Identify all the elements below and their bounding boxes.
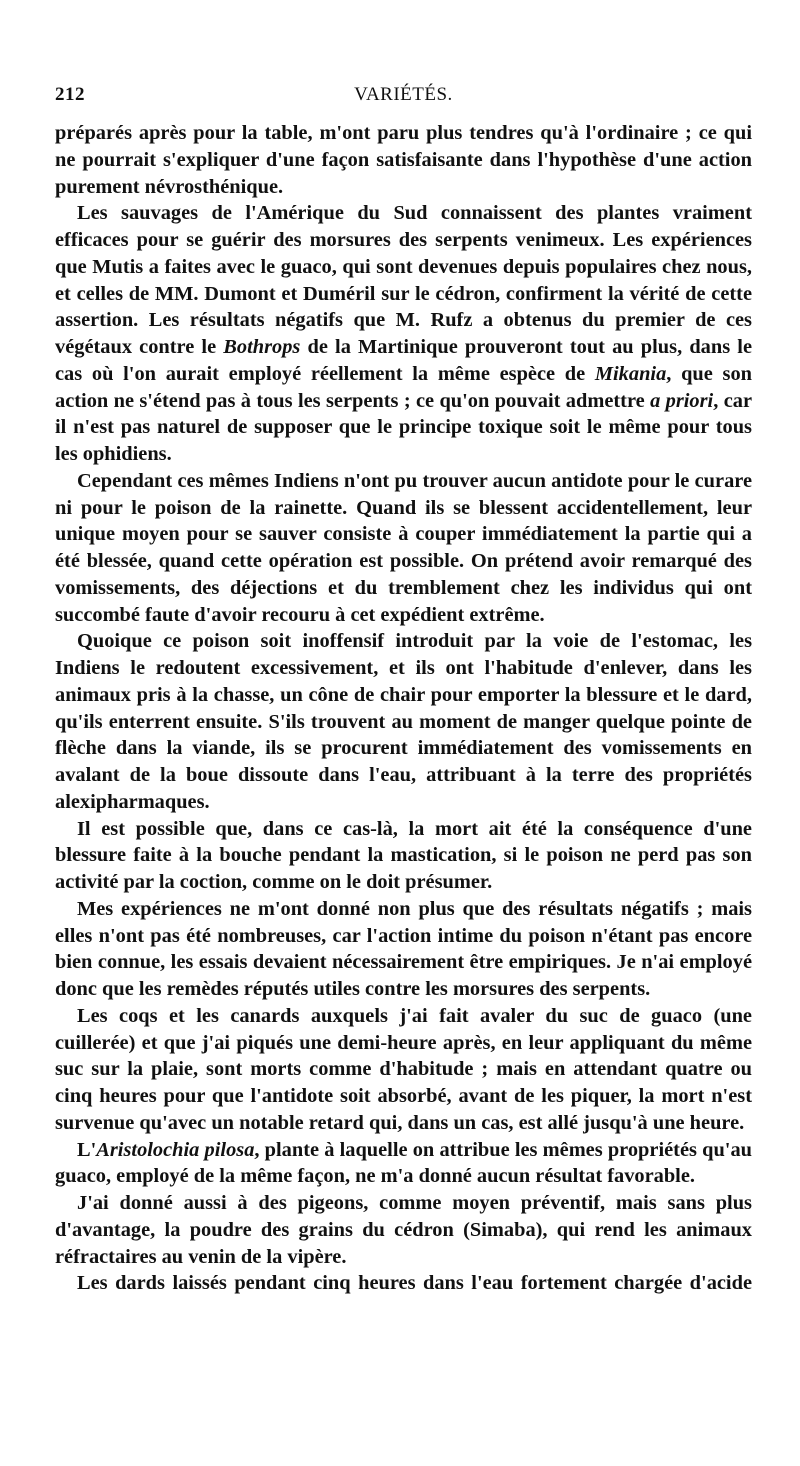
paragraph bbox=[55, 1003, 752, 1137]
text-run: Quoique ce poison soit inoffensif introduit par la voie de l'estomac, les Indiens le redoutent excessivement, et ils ont l'habitude d'enlever, dans les animaux pris à la chasse, un cône de chair pour emporter la blessure et le dard, qu'ils enterrent ensuite. S'ils trouvent au moment de manger quelque pointe de flèche dans la viande, ils se procurent immédiatement des vomissements en avalant de la boue dissoute dans l'eau, attribuant à la terre des propriétés alexipharmaques. bbox=[55, 630, 752, 813]
text-run: L' bbox=[77, 1138, 97, 1161]
text-run: préparés après pour la table, m'ont paru plus tendres qu'à l'ordinaire ; ce qui ne pourrait s'expliquer d'une façon satisfaisante dans l'hypothèse d'une action purement névrosthénique. bbox=[55, 122, 752, 198]
text-run: , plante à laquelle on attribue les mêmes propriétés qu'au guaco, employé de la même façon, ne m'a donné aucun résultat favorable. bbox=[55, 1138, 752, 1188]
text-run: Les dards laissés pendant cinq heures dans l'eau fortement chargée d'acide bbox=[77, 1272, 752, 1295]
text-run: Les coqs et les canards auxquels j'ai fait avaler du suc de guaco (une cuillerée) et que j'ai piqués une demi-heure après, en leur appliquant du même suc sur la plaie, sont morts comme d'habitude ; mais en attendant quatre ou cinq heures pour que l'antidote soit absorbé, avant de les piquer, la mort n'est survenue qu'avec un notable retard qui, dans un cas, est allé jusqu'à une heure. bbox=[55, 1004, 752, 1134]
text-run: Mes expériences ne m'ont donné non plus que des résultats négatifs ; mais elles n'ont pas été nombreuses, car l'action intime du poison n'étant pas encore bien connue, les essais devaient nécessairement être empiriques. Je n'ai employé donc que les remèdes réputés utiles contre les morsures des serpents. bbox=[55, 897, 752, 1000]
italic-term-mikania: Mikania bbox=[594, 362, 667, 385]
text-run: , que son action ne s'étend pas à tous les serpents ; ce qu'on pouvait admettre bbox=[55, 362, 752, 412]
paragraph bbox=[55, 468, 752, 629]
text-run: , car il n'est pas naturel de supposer que le principe toxique soit le même pour tous les ophidiens. bbox=[55, 389, 752, 465]
text-run: Cependant ces mêmes Indiens n'ont pu trouver aucun antidote pour le curare ni pour le poison de la rainette. Quand ils se blessent accidentellement, leur unique moyen pour se sauver consiste à couper immédiatement la partie qui a été blessée, quand cette opération est possible. On prétend avoir remarqué des vomissements, des déjections et du tremblement chez les individus qui ont succombé faute d'avoir recouru à cet expédient extrême. bbox=[55, 469, 752, 626]
section-title: VARIÉTÉS. bbox=[354, 84, 453, 105]
italic-term-a-priori: a priori bbox=[650, 389, 714, 412]
running-head bbox=[55, 84, 752, 114]
text-run: J'ai donné aussi à des pigeons, comme moyen préventif, mais sans plus d'avantage, la poudre des grains du cédron (Simaba), qui rend les animaux réfractaires au venin de la vipère. bbox=[55, 1192, 752, 1268]
paragraph bbox=[55, 200, 752, 468]
paragraph bbox=[55, 1270, 752, 1297]
italic-term-bothrops: Bothrops bbox=[223, 336, 301, 358]
paragraph bbox=[55, 896, 752, 1003]
page-number: 212 bbox=[55, 84, 85, 105]
text-run: de la Martinique prouveront tout au plus, dans le cas où l'on aurait employé réellement la même espèce de bbox=[55, 336, 752, 385]
italic-term-aristolochia: Aristolochia pilosa bbox=[96, 1138, 255, 1161]
paragraph bbox=[55, 628, 752, 815]
body-text bbox=[55, 120, 752, 1297]
paragraph bbox=[55, 120, 752, 200]
paragraph bbox=[55, 816, 752, 896]
text-run: Il est possible que, dans ce cas-là, la mort ait été la conséquence d'une blessure faite à la bouche pendant la mastication, si le poison ne perd pas son activité par la coction, comme on le doit présumer. bbox=[55, 817, 752, 893]
text-run: Les sauvages de l'Amérique du Sud connaissent des plantes vraiment efficaces pour se guérir des morsures des serpents venimeux. Les expériences que Mutis a faites avec le guaco, qui sont devenues depuis populaires chez nous, et celles de MM. Dumont et Duméril sur le cédron, confirment la vérité de cette assertion. Les résultats négatifs que M. Rufz a obtenus du premier de ces végétaux contre le bbox=[55, 202, 752, 358]
paragraph bbox=[55, 1190, 752, 1270]
paragraph bbox=[55, 1137, 752, 1191]
